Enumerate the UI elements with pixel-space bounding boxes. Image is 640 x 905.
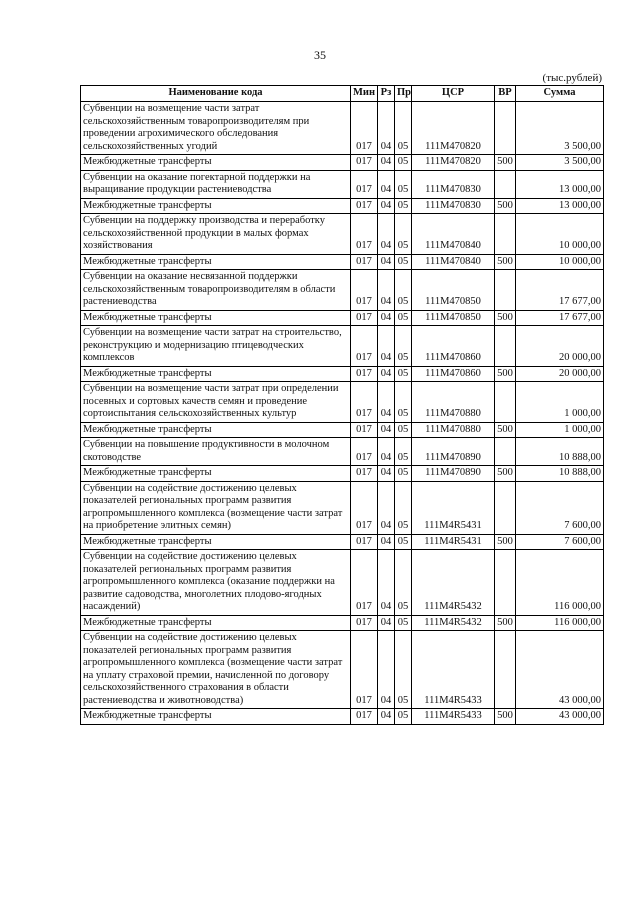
cell-pr: 05	[395, 214, 412, 255]
table-row	[81, 709, 604, 725]
cell-pr: 05	[395, 270, 412, 311]
cell-vr	[495, 438, 516, 466]
cell-pr: 05	[395, 438, 412, 466]
cell-min: 017	[351, 214, 378, 255]
cell-rz: 04	[378, 382, 395, 423]
table-row	[81, 438, 604, 466]
cell-min: 017	[351, 422, 378, 438]
cell-sum: 10 888,00	[516, 466, 604, 482]
cell-name: Межбюджетные трансферты	[81, 615, 351, 631]
cell-rz: 04	[378, 326, 395, 367]
cell-min: 017	[351, 382, 378, 423]
cell-sum: 3 500,00	[516, 155, 604, 171]
cell-vr: 500	[495, 155, 516, 171]
table-body	[81, 102, 604, 725]
cell-rz: 04	[378, 270, 395, 311]
cell-rz: 04	[378, 198, 395, 214]
cell-csr: 111М470880	[412, 422, 495, 438]
table-row	[81, 198, 604, 214]
cell-sum: 116 000,00	[516, 550, 604, 616]
cell-name: Субвенции на содействие достижению целевых показателей региональных программ развития агропромышленного комплекса (возмещение части затрат на приобретение элитных семян)	[81, 481, 351, 534]
cell-vr: 500	[495, 466, 516, 482]
cell-name: Субвенции на оказание несвязанной поддержки сельскохозяйственным товаропроизводителям в области растениеводства	[81, 270, 351, 311]
cell-pr: 05	[395, 709, 412, 725]
cell-name: Субвенции на повышение продуктивности в молочном скотоводстве	[81, 438, 351, 466]
cell-sum: 43 000,00	[516, 709, 604, 725]
cell-csr: 111М4R5432	[412, 550, 495, 616]
cell-csr: 111М4R5431	[412, 481, 495, 534]
cell-sum: 116 000,00	[516, 615, 604, 631]
cell-rz: 04	[378, 615, 395, 631]
header-pr: Пр	[395, 86, 412, 102]
cell-vr	[495, 270, 516, 311]
cell-rz: 04	[378, 214, 395, 255]
cell-csr: 111М4R5433	[412, 709, 495, 725]
cell-sum: 7 600,00	[516, 534, 604, 550]
table-row	[81, 155, 604, 171]
cell-name: Субвенции на возмещение части затрат на строительство, реконструкцию и модернизацию птицеводческих комплексов	[81, 326, 351, 367]
table-row	[81, 170, 604, 198]
header-name: Наименование кода	[81, 86, 351, 102]
table-row	[81, 214, 604, 255]
header-vr: ВР	[495, 86, 516, 102]
cell-csr: 111М470830	[412, 170, 495, 198]
cell-min: 017	[351, 155, 378, 171]
cell-sum: 13 000,00	[516, 198, 604, 214]
cell-name: Межбюджетные трансферты	[81, 466, 351, 482]
table-row	[81, 615, 604, 631]
cell-vr	[495, 326, 516, 367]
cell-pr: 05	[395, 254, 412, 270]
cell-sum: 13 000,00	[516, 170, 604, 198]
cell-name: Межбюджетные трансферты	[81, 422, 351, 438]
table-row	[81, 550, 604, 616]
header-rz: Рз	[378, 86, 395, 102]
cell-csr: 111М470820	[412, 155, 495, 171]
cell-name: Межбюджетные трансферты	[81, 534, 351, 550]
cell-name: Субвенции на возмещение части затрат при определении посевных и сортовых качеств семян и проведение сортоиспытания сельскохозяйственных культур	[81, 382, 351, 423]
cell-name: Межбюджетные трансферты	[81, 254, 351, 270]
cell-sum: 17 677,00	[516, 270, 604, 311]
cell-csr: 111М470880	[412, 382, 495, 423]
cell-csr: 111М470860	[412, 326, 495, 367]
cell-min: 017	[351, 326, 378, 367]
cell-sum: 17 677,00	[516, 310, 604, 326]
units-label: (тыс.рублей)	[542, 72, 602, 84]
cell-csr: 111М470840	[412, 214, 495, 255]
cell-vr	[495, 214, 516, 255]
cell-rz: 04	[378, 631, 395, 709]
cell-sum: 43 000,00	[516, 631, 604, 709]
cell-vr	[495, 631, 516, 709]
cell-name: Субвенции на содействие достижению целевых показателей региональных программ развития агропромышленного комплекса (возмещение части затрат на уплату страховой премии, начисленной по договору сельскохозяйственного страхования в области растениеводства и животноводства)	[81, 631, 351, 709]
cell-pr: 05	[395, 170, 412, 198]
cell-rz: 04	[378, 310, 395, 326]
cell-rz: 04	[378, 481, 395, 534]
table-row	[81, 422, 604, 438]
cell-min: 017	[351, 254, 378, 270]
cell-rz: 04	[378, 366, 395, 382]
cell-rz: 04	[378, 466, 395, 482]
cell-name: Межбюджетные трансферты	[81, 709, 351, 725]
cell-vr	[495, 550, 516, 616]
table-row	[81, 466, 604, 482]
cell-pr: 05	[395, 466, 412, 482]
cell-sum: 1 000,00	[516, 422, 604, 438]
cell-sum: 7 600,00	[516, 481, 604, 534]
cell-min: 017	[351, 170, 378, 198]
table-row	[81, 270, 604, 311]
cell-min: 017	[351, 270, 378, 311]
cell-min: 017	[351, 534, 378, 550]
cell-csr: 111М4R5432	[412, 615, 495, 631]
cell-csr: 111М4R5431	[412, 534, 495, 550]
cell-min: 017	[351, 631, 378, 709]
cell-pr: 05	[395, 198, 412, 214]
cell-min: 017	[351, 709, 378, 725]
cell-name: Межбюджетные трансферты	[81, 310, 351, 326]
cell-sum: 10 888,00	[516, 438, 604, 466]
cell-pr: 05	[395, 534, 412, 550]
cell-rz: 04	[378, 422, 395, 438]
cell-rz: 04	[378, 170, 395, 198]
cell-pr: 05	[395, 550, 412, 616]
cell-min: 017	[351, 615, 378, 631]
cell-pr: 05	[395, 422, 412, 438]
cell-csr: 111М470820	[412, 102, 495, 155]
cell-min: 017	[351, 438, 378, 466]
table-row	[81, 366, 604, 382]
cell-rz: 04	[378, 550, 395, 616]
cell-rz: 04	[378, 155, 395, 171]
cell-vr	[495, 170, 516, 198]
cell-csr: 111М470860	[412, 366, 495, 382]
table-row	[81, 534, 604, 550]
cell-csr: 111М4R5433	[412, 631, 495, 709]
header-min: Мин	[351, 86, 378, 102]
cell-sum: 20 000,00	[516, 366, 604, 382]
cell-csr: 111М470890	[412, 466, 495, 482]
cell-csr: 111М470830	[412, 198, 495, 214]
cell-csr: 111М470850	[412, 310, 495, 326]
cell-sum: 3 500,00	[516, 102, 604, 155]
cell-name: Субвенции на оказание погектарной поддержки на выращивание продукции растениеводства	[81, 170, 351, 198]
cell-rz: 04	[378, 102, 395, 155]
cell-min: 017	[351, 466, 378, 482]
cell-min: 017	[351, 550, 378, 616]
cell-name: Субвенции на содействие достижению целевых показателей региональных программ развития агропромышленного комплекса (оказание поддержки на развитие садоводства, многолетних плодово-ягодных насаждений)	[81, 550, 351, 616]
cell-min: 017	[351, 481, 378, 534]
cell-vr	[495, 481, 516, 534]
cell-min: 017	[351, 366, 378, 382]
cell-rz: 04	[378, 438, 395, 466]
cell-csr: 111М470850	[412, 270, 495, 311]
cell-sum: 1 000,00	[516, 382, 604, 423]
cell-pr: 05	[395, 382, 412, 423]
cell-csr: 111М470890	[412, 438, 495, 466]
table-header-row	[81, 86, 604, 102]
cell-sum: 10 000,00	[516, 214, 604, 255]
table-row	[81, 254, 604, 270]
cell-name: Межбюджетные трансферты	[81, 366, 351, 382]
cell-pr: 05	[395, 366, 412, 382]
cell-vr: 500	[495, 534, 516, 550]
cell-name: Субвенции на поддержку производства и переработку сельскохозяйственной продукции в малых формах хозяйствования	[81, 214, 351, 255]
cell-vr	[495, 102, 516, 155]
cell-name: Субвенции на возмещение части затрат сельскохозяйственным товаропроизводителям при проведении агрохимического обследования сельскохозяйственных угодий	[81, 102, 351, 155]
cell-rz: 04	[378, 534, 395, 550]
header-csr: ЦСР	[412, 86, 495, 102]
table-row	[81, 326, 604, 367]
table-row	[81, 481, 604, 534]
cell-csr: 111М470840	[412, 254, 495, 270]
cell-vr	[495, 382, 516, 423]
cell-pr: 05	[395, 326, 412, 367]
cell-pr: 05	[395, 615, 412, 631]
cell-name: Межбюджетные трансферты	[81, 155, 351, 171]
cell-pr: 05	[395, 102, 412, 155]
cell-sum: 20 000,00	[516, 326, 604, 367]
table-row	[81, 382, 604, 423]
cell-vr: 500	[495, 615, 516, 631]
cell-name: Межбюджетные трансферты	[81, 198, 351, 214]
cell-vr: 500	[495, 310, 516, 326]
header-sum: Сумма	[516, 86, 604, 102]
cell-vr: 500	[495, 254, 516, 270]
cell-pr: 05	[395, 310, 412, 326]
cell-vr: 500	[495, 198, 516, 214]
cell-pr: 05	[395, 631, 412, 709]
cell-vr: 500	[495, 709, 516, 725]
table-row	[81, 102, 604, 155]
budget-table	[80, 85, 604, 725]
cell-pr: 05	[395, 155, 412, 171]
cell-rz: 04	[378, 254, 395, 270]
cell-pr: 05	[395, 481, 412, 534]
cell-sum: 10 000,00	[516, 254, 604, 270]
cell-min: 017	[351, 198, 378, 214]
page-number: 35	[314, 48, 326, 62]
cell-vr: 500	[495, 366, 516, 382]
cell-min: 017	[351, 310, 378, 326]
table-row	[81, 310, 604, 326]
cell-min: 017	[351, 102, 378, 155]
cell-vr: 500	[495, 422, 516, 438]
cell-rz: 04	[378, 709, 395, 725]
table-row	[81, 631, 604, 709]
